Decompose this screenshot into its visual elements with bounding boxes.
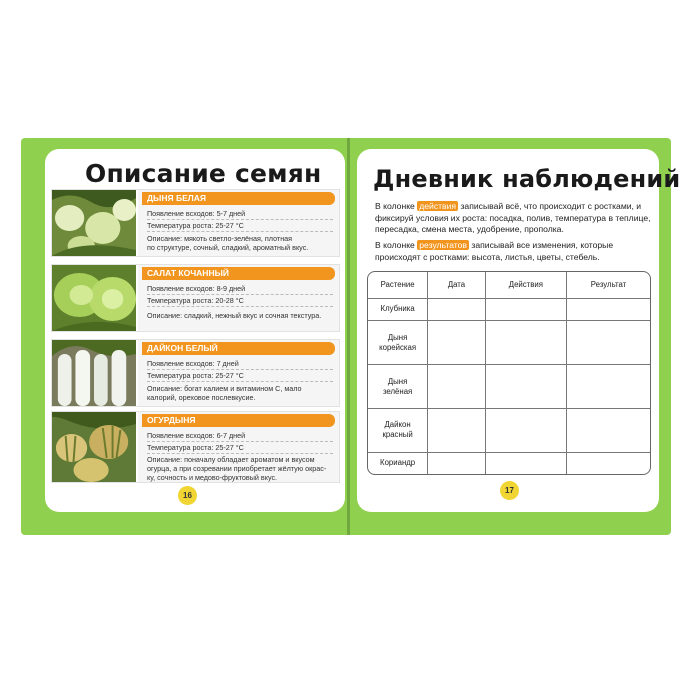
page-title: Описание семян: [85, 159, 322, 188]
cucumber-melon-photo: [52, 412, 138, 482]
result-cell[interactable]: [567, 365, 650, 409]
column-header: Дата: [428, 272, 485, 298]
column-header: Действия: [485, 272, 566, 298]
plant-name: Дайкон красный: [368, 408, 428, 452]
page-number: 17: [500, 481, 519, 500]
seed-name: ОГУРДЫНЯ: [142, 414, 335, 427]
result-cell[interactable]: [567, 298, 650, 321]
table-row: [368, 365, 650, 409]
plant-name: Дыня корейская: [368, 321, 428, 365]
highlight-results: результатов: [419, 240, 467, 250]
actions-cell[interactable]: [485, 452, 566, 474]
temperature-text: Температура роста: 25-27 °С: [147, 221, 333, 232]
date-cell[interactable]: [428, 298, 485, 321]
table-row: [368, 298, 650, 321]
emergence-text: Появление всходов: 6-7 дней: [147, 431, 333, 442]
right-page: [357, 149, 681, 512]
actions-cell[interactable]: [485, 408, 566, 452]
seed-name: САЛАТ КОЧАННЫЙ: [142, 267, 335, 280]
description-text: Описание: мякоть светло-зелёная, плотная по структуре, сочный, сладкий, ароматный вкус.: [147, 234, 309, 252]
emergence-text: Появление всходов: 7 дней: [147, 359, 333, 370]
date-cell[interactable]: [428, 452, 485, 474]
description-text: Описание: поначалу обладает ароматом и вкусом огурца, а при созревании приобретает жёлтую окрас- ку, сочность и медово-фруктовый вкус.: [147, 455, 327, 482]
table-row: [368, 321, 650, 365]
seed-card-lettuce: [51, 264, 340, 332]
highlight-actions: действия: [419, 201, 457, 211]
actions-instruction: В колонке действия записывай всё, что происходит с ростками, и фиксируй условия их роста: посадка, полив, температура в теплице, пересадка, смена места, удобрение, прополка.: [375, 201, 651, 234]
column-header: Результат: [567, 272, 650, 298]
seed-card-daikon: [51, 339, 340, 407]
description-text: Описание: богат калием и витамином С, мало калорий, ореховое послевкусие.: [147, 384, 302, 402]
temperature-text: Температура роста: 25-27 °С: [147, 371, 333, 382]
description-text: Описание: сладкий, нежный вкус и сочная текстура.: [147, 311, 322, 320]
table-row: [368, 408, 650, 452]
result-cell[interactable]: [567, 321, 650, 365]
actions-cell[interactable]: [485, 321, 566, 365]
plant-name: Кориандр: [368, 452, 428, 474]
temperature-text: Температура роста: 25-27 °С: [147, 443, 333, 454]
results-instruction: В колонке результатов записывай все изменения, которые происходят с ростками: высота, листья, цветы, стебель.: [375, 240, 614, 262]
left-page: [45, 149, 345, 512]
column-header: Растение: [368, 272, 428, 298]
page-number: 16: [178, 486, 197, 505]
emergence-text: Появление всходов: 5-7 дней: [147, 209, 333, 220]
daikon-photo: [52, 340, 138, 406]
seed-card-cucumber-melon: [51, 411, 340, 483]
result-cell[interactable]: [567, 452, 650, 474]
actions-cell[interactable]: [485, 298, 566, 321]
table-row: [368, 452, 650, 474]
lettuce-photo: [52, 265, 138, 331]
page-title: Дневник наблюдений: [373, 165, 681, 193]
seed-card-white-melon: [51, 189, 340, 257]
white-melon-photo: [52, 190, 138, 256]
observation-table: [367, 271, 651, 475]
emergence-text: Появление всходов: 8-9 дней: [147, 284, 333, 295]
table-header-row: [368, 272, 650, 298]
date-cell[interactable]: [428, 321, 485, 365]
date-cell[interactable]: [428, 408, 485, 452]
book-spine: [347, 138, 350, 535]
plant-name: Дыня зелёная: [368, 365, 428, 409]
seed-name: ДАЙКОН БЕЛЫЙ: [142, 342, 335, 355]
seed-name: ДЫНЯ БЕЛАЯ: [142, 192, 335, 205]
result-cell[interactable]: [567, 408, 650, 452]
plant-name: Клубника: [368, 298, 428, 321]
temperature-text: Температура роста: 20-28 °С: [147, 296, 333, 307]
date-cell[interactable]: [428, 365, 485, 409]
actions-cell[interactable]: [485, 365, 566, 409]
